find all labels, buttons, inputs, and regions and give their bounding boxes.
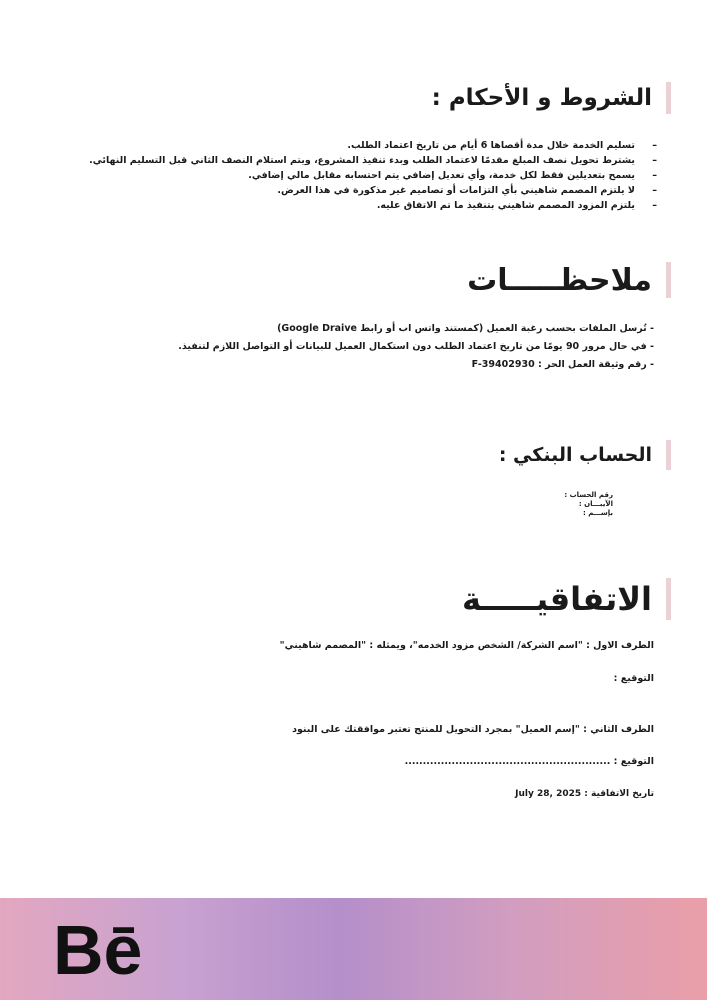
- behance-logo: [53, 908, 163, 983]
- notes-title: ملاحظـــــات: [467, 262, 652, 298]
- agreement-heading: [462, 578, 671, 620]
- heading-accent-bar: [666, 440, 671, 470]
- list-item: –يسمح بتعديلين فقط لكل خدمة، وأي تعديل إضافي يتم احتسابه مقابل مالي إضافي.: [248, 170, 657, 181]
- footer-band: [0, 898, 707, 1000]
- agreement-date: تاريخ الاتفاقية : July 28, 2025: [515, 789, 654, 799]
- first-party: الطرف الاول : "اسم الشركة/ الشخص مزود الخدمه"، ويمثله : "المصمم شاهيني": [279, 640, 654, 651]
- bank-title: الحساب البنكي :: [498, 444, 652, 466]
- second-party: الطرف الثاني : "إسم العميل" بمجرد التحويل للمنتج تعتبر موافقتك على البنود: [292, 724, 654, 735]
- terms-title: الشروط و الأحكام :: [431, 85, 652, 111]
- list-item: - في حال مرور 90 يومًا من تاريخ اعتماد الطلب دون استكمال العميل للبيانات أو التواصل اللازم لتنفيذ.: [178, 341, 654, 352]
- iban-label: الآيبـــان :: [578, 500, 613, 508]
- first-party-signature: التوقيع :: [613, 673, 654, 684]
- terms-list: [89, 138, 657, 213]
- list-item: –لا يلتزم المصمم شاهيني بأي التزامات أو تصاميم غير مذكورة في هذا العرض.: [277, 185, 657, 196]
- terms-heading: [432, 82, 671, 114]
- second-party-signature: التوقيع : .........................................................: [404, 756, 654, 767]
- account-name-label: بإســـم :: [582, 509, 613, 517]
- notes-list: [178, 320, 654, 374]
- bank-details: [564, 491, 613, 518]
- heading-accent-bar: [666, 578, 671, 620]
- list-item: –يشترط تحويل نصف المبلغ مقدمًا لاعتماد الطلب وبدء تنفيذ المشروع، ويتم استلام النصف الثاني قبل التسليم النهائي.: [89, 155, 657, 166]
- heading-accent-bar: [666, 262, 671, 298]
- agreement-title: الاتفاقيـــــة: [462, 580, 652, 618]
- behance-logo-text: Bē: [53, 911, 143, 983]
- list-item: - تُرسل الملفات بحسب رغبة العميل (كمستند واتس اب أو رابط Google Draive): [277, 323, 654, 334]
- list-item: - رقم وثيقة العمل الحر : F-39402930: [471, 359, 654, 370]
- account-number-label: رقم الحساب :: [564, 491, 613, 499]
- notes-heading: [467, 262, 671, 298]
- heading-accent-bar: [666, 82, 671, 114]
- list-item: –تسليم الخدمة خلال مدة أقصاها 6 أيام من تاريخ اعتماد الطلب.: [347, 140, 657, 151]
- list-item: –يلتزم المزود المصمم شاهيني بتنفيذ ما تم الاتفاق عليه.: [376, 200, 657, 211]
- bank-heading: [499, 440, 671, 470]
